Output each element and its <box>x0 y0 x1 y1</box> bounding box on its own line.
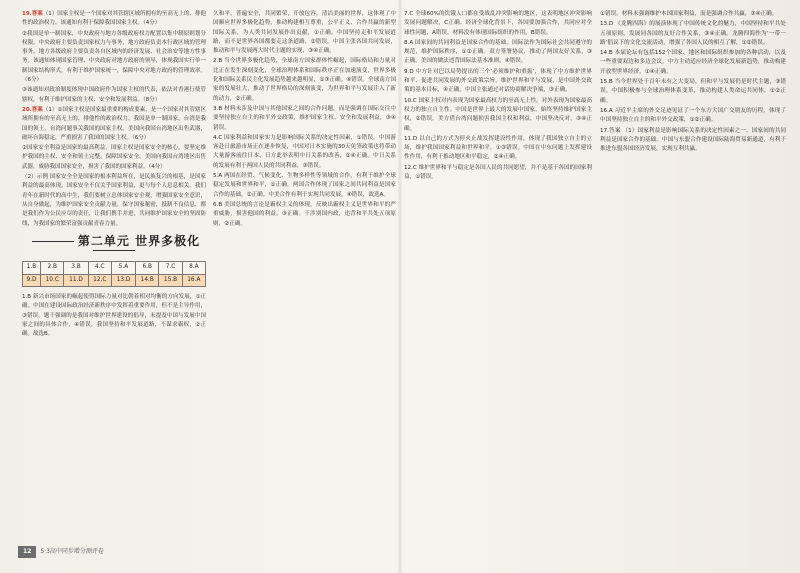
q4-explanation: 4.C 国家利益和国家实力是影响国际关系的决定性因素，①错误。中国游客赴日旅游市场正在逐步恢复，中国对日本实施的30天免签政策也将带动大量游客前往日本，日方此举表明中日关系的改善，②④正确。中日关系的发展有利于两国人民的共同利益，③错误。 <box>213 134 396 169</box>
answer-key-row-2 <box>23 274 206 286</box>
q9-explanation: 9.D 中方针对巴以局势提出的三个‘必须维护和重振’，体现了中方维护世界和平、促进共同发展的外交政策宗旨。维护世界和平与发展，是中国外交政策的基本目标，④正确。中国主张通过对话协商解决争端，③正确。 <box>404 68 592 94</box>
q2-explanation: 2.B 当今世界多极化趋势，全球南方国家群体性崛起，国际格局和力量对比正在发生深刻变化，全球治理体系和国际秩序正在加速演变，世界多极化和国际关系民主化发展趋势越来越明显，①③正确。④错误。全球南方国家的发展壮大，推动了世界格局的深刻演变，为世界和平与发展注入了新的动力，②正确。 <box>213 58 396 102</box>
answer-key-cell: 3.B <box>64 262 88 274</box>
answer-key-cell: 14.B <box>136 274 159 286</box>
q19-part1: （1）国家主权是一个国家对其管辖区域所拥有的至高无上的、排他性的政治权力。该通知有利于保障我国国家主权。（4分） <box>22 11 206 27</box>
column-2 <box>213 10 396 558</box>
q20-part2: ②国家安全利益是国家的最高利益，国家主权是国家安全的核心，要坚定维护我国的主权、安全和领土完整，保障国家安全。美国向我国台湾地区出售武器，威胁我国国家安全，损害了我国的国家利益。（4分） <box>22 145 206 170</box>
unit-title-text: 第二单元 世界多极化 <box>77 233 201 248</box>
answer-label: 19.答案 <box>22 11 43 17</box>
q20-part1: （1）①国家主权是国家最重要的构成要素，是一个国家对其管辖区域所拥有的至高无上的、排他性的政治权力。我国是单一制国家，台湾是我国的领土，台湾问题事关我国的国家主权。美国向我国台湾地区出售武器，破坏台海稳定，严重损害了我国的国家主权。（6分） <box>22 106 206 141</box>
q11-explanation: 11.D 以自己的方式为停火止战发挥建设性作用，体现了我国独立自主的立场，维护我国国家利益和世界和平，①③错误。中国在中东问题上发挥建设性作用，有利于推动地区和平稳定，②④正确。 <box>404 135 592 161</box>
answer-key-cell: 5.A <box>111 262 135 274</box>
q19-part2: ②我国是单一制国家，中央政府与地方各级政府权力配置以集中制原则划分权限。中央政府主要负责国家权力与事务，地方政府负责本行政区域的管理事务，地方各级政府主要负责各自区域内的经济发展、社会治安等地方性事务。该通知体现国家管理、中央政府对地方政府的领导，体现我国实行单一制国家结构形式，有利于维护国家统一，保障中央对地方政府的管理效率。（6分） <box>22 30 206 84</box>
answer-key-cell: 7.C <box>159 262 182 274</box>
q1-continued: 久和平，普遍安全，共同繁荣，开放包容，清洁美丽的世界，这体现了中国顺应世界多极化趋势，推动构建相互尊重，公平正义、合作共赢的新型国际关系，为人类共同发展作出贡献，①正确。中国坚持走和平发展道路，而不是世界各国都要走这条道路，②错误。中国主张各国共同发展，推动和平与发展两大时代主题的实现，③④正确。 <box>213 11 396 55</box>
title-rule-left <box>32 241 74 242</box>
answer-key-cell: 12.C <box>88 274 111 286</box>
answer-key-cell: 13.D <box>111 274 135 286</box>
q1-explanation: 1.B 新兴市场国家的崛起使得国际力量对比朝着相对均衡的方向发展，①正确。中国在建设国际政治经济新秩序中发挥着重要作用，但不是主导作用，③错误。题干强调的是我国对维护世界建设的倡导，未提及中国与发展中国家之间的具体合作，④错误。我国坚持和平发展道路，不谋求霸权，②正确。故选B。 <box>22 294 206 338</box>
q20-answer <box>22 106 206 143</box>
unit-title <box>22 233 206 256</box>
q12-explanation: 12.C 维护世界和平与稳定是各国人民的共同愿望，并不是基于各国的国家利益，①错误。 <box>404 164 592 181</box>
column-3 <box>404 10 592 558</box>
answer-key-cell: 16.A <box>182 274 205 286</box>
q19-part3: ③该通知对政治制度体现中国政府作为国家主权的代表，依法对香港行使管辖权，有利于维护国家的主权、安全和发展利益。（8分） <box>22 87 206 103</box>
title-rule-right <box>93 250 135 251</box>
q20-part3: （2）示例 国家安全全是国家的根本利益所在，是民族复兴的根基，是国家利益的最高体现。国家安全不仅关乎国家利益，更与每个人息息相关。我们青年在新时代的高中生，我们要树立总体国家安全观，增强国家安全意识，从自身做起，为维护国家安全贡献力量。保守国家秘密，抵制不良信息，都是我们作为公民应尽的责任，让我们携手并进，共同维护国家安全的坚固防线，为我国家的繁荣富强贡献青春力量。 <box>22 174 206 227</box>
q10-explanation: 10.C 国家主权对内表现为国家最高权力的至高无上性，对外表现为国家最高权力的独立自主性。中国是世界上最大的发展中国家，始终坚持维护国家主权，②错误。美方借台湾问题损害我国主权和利益，中国坚决反对，③④正确。 <box>404 97 592 132</box>
q8-explanation: 8.A 国家间的共同利益是国家合作的基础。国际法作为国际社会共同遵守的规范，维护国际秩序，①②正确。双方签署协议，推动了两国友好关系，③正确。美国的做法违背国际法基本准则，④错误。 <box>404 39 592 65</box>
q5-explanation: 5.A 两国在经贸、气候变化、生物多样性等领域的合作，有利于维护全球稳定发展和世界和平，①正确。两国合作体现了国家之间共同利益是国家合作的基础，②正确。中美合作有利于实现共同发展，④错误，故选A。 <box>213 173 396 198</box>
answer-key-cell: 9.D <box>23 274 41 286</box>
answer-key-cell: 6.B <box>136 262 159 274</box>
answer-key-row-1 <box>23 262 206 274</box>
q3-explanation: 3.B 材料未涉及中国与其他国家之间的合作问题，而是强调在国际交往中要坚持独立自主的和平外交政策，维护国家主权、安全和发展利益，③④错误。 <box>213 105 396 131</box>
column-1 <box>22 10 206 558</box>
series-title: 5·3高中同步增分测评卷 <box>40 548 104 555</box>
q12-continued: ①错误。材料未强调维护本国国家利益，而是强调合作共赢，③④正确。 <box>600 11 778 17</box>
answer-key-cell: 8.A <box>182 262 205 274</box>
page-footer <box>18 546 148 558</box>
answer-key-cell: 4.C <box>88 262 111 274</box>
q7-explanation: 7.C 全球60%的饥饿人口都在受战乱冲突影响的地区，这表明地区冲突影响发展问题解决，C正确。经济全球化背景下，各国要加强合作，共同应对全球性问题，A错误。材料没有体现国际组织的作用，B错误。 <box>404 11 592 36</box>
column-4 <box>600 10 786 558</box>
answer-key-cell: 1.B <box>23 262 41 274</box>
answer-key-cell: 10.C <box>41 274 64 286</box>
answer-key-table <box>22 261 206 287</box>
page-number: 12 <box>18 546 36 558</box>
answer-key-cell: 2.B <box>41 262 64 274</box>
answer-key-cell: 11.D <box>64 274 88 286</box>
q17-answer: 17.答案 （1）国家利益是影响国际关系的决定性因素之一，国家间的共同利益是国家合作的基础。中国与东盟合作建设国际陆海贸易新通道，有利于推进东盟各国经济发展，实现互利共赢。 <box>600 127 786 153</box>
page-fold <box>398 0 402 573</box>
answer-label: 20.答案 <box>22 106 43 113</box>
q13-explanation: 13.D 《龙腾四海》的展演体现了中国传统文化的魅力，中国坚持和平共处五项原则，发展同各国的友好合作关系，③④正确。龙腾四海作为‘一带一路’倡议下的文化交流活动，增强了各国人民的相互了解，①②错误。 <box>600 21 786 46</box>
q16-explanation: 16.A 习近平主席的外交足迹见证了一个东方大国广交朋友的历程，体现了中国坚持独立自主的和平外交政策，①②正确。 <box>600 107 786 124</box>
q6-explanation: 6.B 美国总统的言论是霸权主义的体现，反映出霸权主义是世界和平的严重威胁，损害他国的利益，③正确。干涉别国内政，违背和平共处五项原则，②正确。 <box>213 201 396 227</box>
q19-answer <box>22 10 206 29</box>
answer-key-cell: 15.B <box>159 274 182 286</box>
q14-explanation: 14.B 本届论坛有包括152个国家、地区和国际组织参加的各种活动，以及一些重要双边和多边会议。中方主动适应经济全球化发展新趋势，推动构建开放型世界经济，①④正确。 <box>600 50 786 75</box>
q15-explanation: 15.B 当今世界处于百年未有之大变局，但和平与发展仍是时代主题，③错误。中国积极参与全球治理体系变革，推动构建人类命运共同体，①②正确。 <box>600 79 786 104</box>
